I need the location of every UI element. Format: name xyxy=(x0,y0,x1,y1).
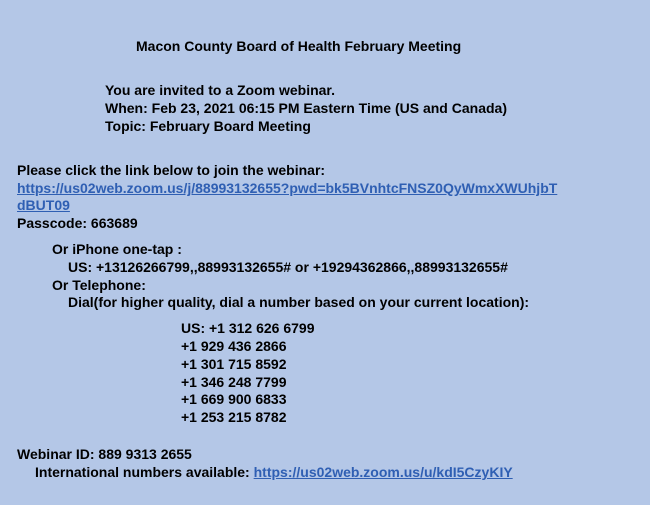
join-link-line-2[interactable]: dBUT09 xyxy=(17,197,70,213)
dial-in-number: +1 346 248 7799 xyxy=(181,374,287,390)
dial-in-number: +1 669 900 6833 xyxy=(181,391,287,407)
international-numbers-label: International numbers available: xyxy=(35,464,254,480)
iphone-one-tap-label: Or iPhone one-tap : xyxy=(52,241,182,257)
dial-in-number: +1 929 436 2866 xyxy=(181,338,287,354)
webinar-id: Webinar ID: 889 9313 2655 xyxy=(17,446,192,462)
dial-in-number: +1 301 715 8592 xyxy=(181,356,287,372)
meeting-topic: Topic: February Board Meeting xyxy=(105,118,311,134)
meeting-time: When: Feb 23, 2021 06:15 PM Eastern Time (US and Canada) xyxy=(105,100,507,116)
international-numbers-link[interactable]: https://us02web.zoom.us/u/kdI5CzyKIY xyxy=(253,464,513,480)
join-link[interactable] xyxy=(17,180,557,197)
meeting-title: Macon County Board of Health February Meeting xyxy=(136,38,462,54)
dial-instruction: Dial(for higher quality, dial a number based on your current location): xyxy=(68,294,530,310)
iphone-one-tap-numbers: US: +13126266799,,88993132655# or +19294362866,,88993132655# xyxy=(68,259,508,275)
join-link-continued[interactable] xyxy=(17,197,70,214)
international-numbers xyxy=(35,464,513,481)
telephone-label: Or Telephone: xyxy=(52,277,146,293)
invitation-text: You are invited to a Zoom webinar. xyxy=(105,82,336,98)
join-link-line-1[interactable]: https://us02web.zoom.us/j/88993132655?pwd=bk5BVnhtcFNSZ0QyWmxXWUhjbT xyxy=(17,180,558,196)
join-instruction: Please click the link below to join the webinar: xyxy=(17,162,326,178)
dial-in-number: +1 253 215 8782 xyxy=(181,409,287,425)
dial-in-number: US: +1 312 626 6799 xyxy=(181,320,315,336)
passcode: Passcode: 663689 xyxy=(17,215,138,231)
